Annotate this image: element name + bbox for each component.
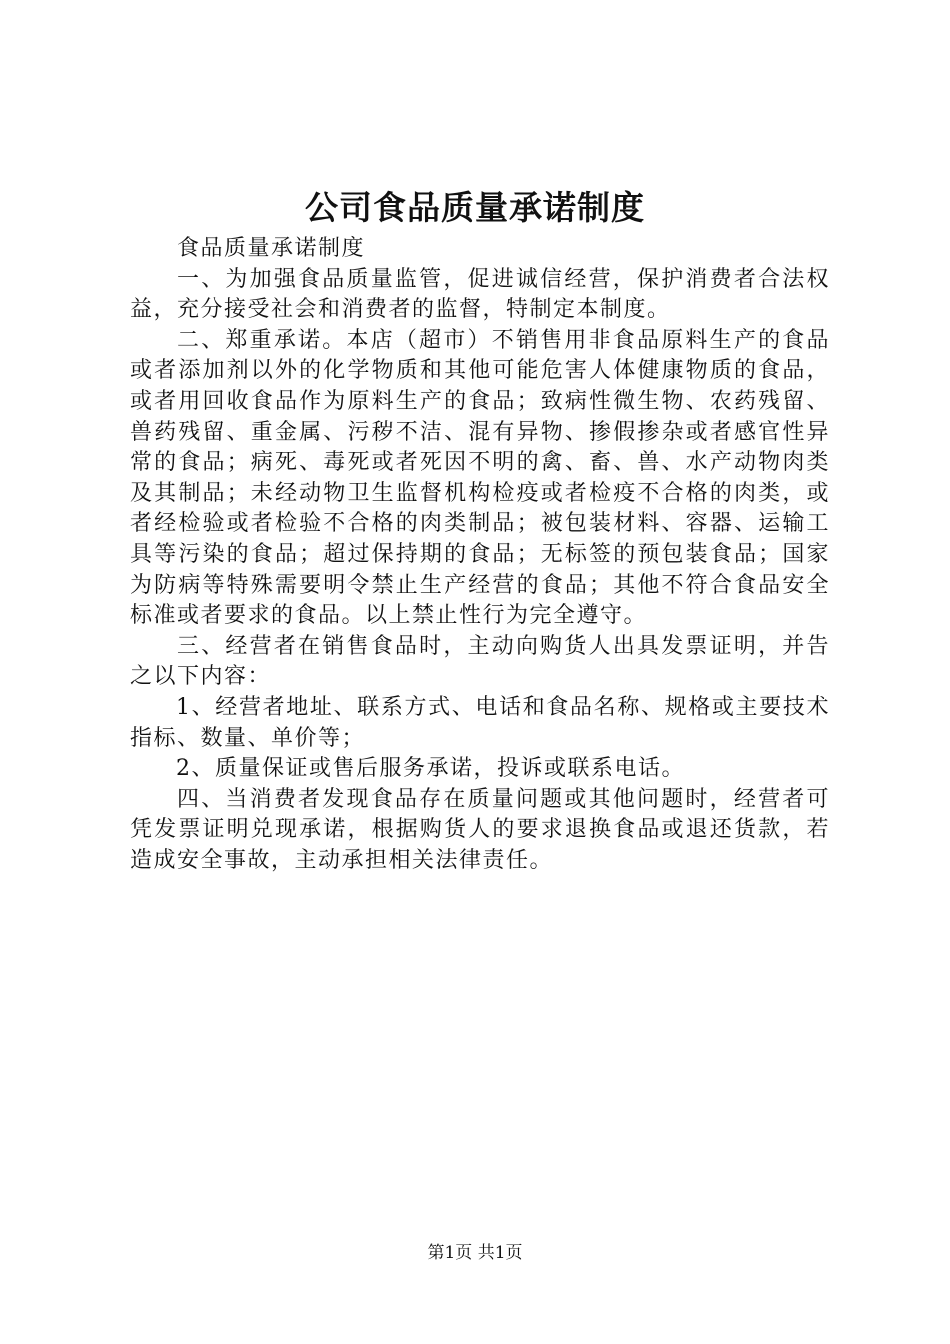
paragraph-item-2: 2、质量保证或售后服务承诺，投诉或联系电话。 <box>176 756 685 782</box>
document-title: 公司食品质量承诺制度 <box>305 188 645 227</box>
paragraph-subtitle: 食品质量承诺制度 <box>177 236 366 261</box>
paragraph-item-1: 1、经营者地址、联系方式、电话和食品名称、规格或主要技术指标、数量、单价等； <box>130 694 830 751</box>
document-body <box>130 234 830 876</box>
paragraph-section-1: 一、为加强食品质量监管，促进诚信经营，保护消费者合法权益，充分接受社会和消费者的监督，特制定本制度。 <box>130 266 830 323</box>
paragraph-section-4: 四、当消费者发现食品存在质量问题或其他问题时，经营者可凭发票证明兑现承诺，根据购货人的要求退换食品或退还货款，若造成安全事故，主动承担相关法律责任。 <box>130 786 830 873</box>
paragraph-section-3: 三、经营者在销售食品时，主动向购货人出具发票证明，并告之以下内容： <box>130 633 830 690</box>
page-number-footer: 第1页 共1页 <box>427 1243 523 1263</box>
paragraph-section-2: 二、郑重承诺。本店（超市）不销售用非食品原料生产的食品或者添加剂以外的化学物质和其他可能危害人体健康物质的食品，或者用回收食品作为原料生产的食品；致病性微生物、农药残留、兽药残留、重金属、污秽不洁、混有异物、掺假掺杂或者感官性异常的食品；病死、毒死或者死因不明的禽、畜、兽、水产动物肉类及其制品；未经动物卫生监督机构检疫或者检疫不合格的肉类，或者经检验或者检验不合格的肉类制品；被包装材料、容器、运输工具等污染的食品；超过保持期的食品；无标签的预包装食品；国家为防病等特殊需要明令禁止生产经营的食品；其他不符合食品安全标准或者要求的食品。以上禁止性行为完全遵守。 <box>130 327 830 629</box>
